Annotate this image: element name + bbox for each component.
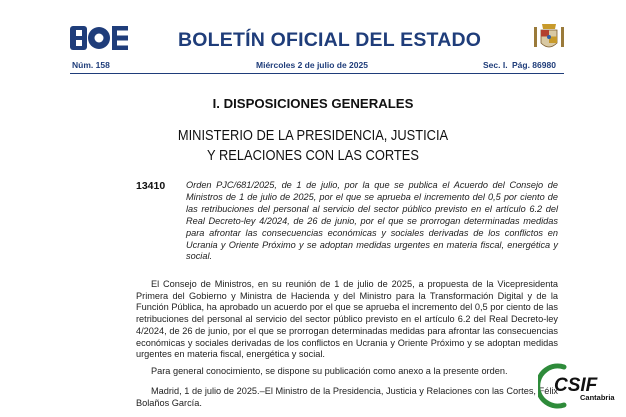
body-paragraph-3: Madrid, 1 de julio de 2025.–El Ministro de la Presidencia, Justicia y Relaciones con las Cortes, Félix Bolaños García.: [136, 386, 558, 408]
page-title: BOLETÍN OFICIAL DEL ESTADO: [178, 29, 482, 51]
section-label: Sec. I.: [483, 60, 508, 70]
boe-header: [0, 0, 626, 76]
svg-text:CSIF: CSIF: [554, 375, 598, 396]
ministry-title-line1: MINISTERIO DE LA PRESIDENCIA, JUSTICIA: [177, 128, 449, 144]
header-divider: [70, 73, 564, 74]
order-summary: Orden PJC/681/2025, de 1 de julio, por la que se publica el Acuerdo del Consejo de Ministros de 1 de julio de 2025, por el que se aprueba el incremento del 0,5 por ciento de las retribuciones del personal al servicio del sector público previsto en el artículo 6.2 del Real Decreto-ley 4/2024, de 26 de junio, por el que se prorrogan determinadas medidas para afrontar las consecuencias económicas y sociales derivadas de los conflictos en Ucrania y Oriente Próximo y se adoptan medidas urgentes en materia fiscal, energética y social.: [186, 180, 558, 262]
body-paragraph-1: El Consejo de Ministros, en su reunión de 1 de julio de 2025, a propuesta de la Vicepresidenta Primera del Gobierno y Ministra de Hacienda y del Ministro para la Transformación Digital y de la Función Pública, ha aprobado un acuerdo por el que se aprueba el incremento del 0,5 por ciento de las retribuciones del personal al servicio del sector público previsto en el artículo 6.2 del Real Decreto-ley 4/2024, de 26 de junio, por el que se prorrogan determinadas medidas para afrontar las consecuencias económicas y sociales derivadas de los conflictos en Ucrania y Oriente Próximo y se adoptan medidas urgentes en materia fiscal, energética y social.: [136, 279, 558, 360]
issue-date: Miércoles 2 de julio de 2025: [256, 60, 368, 70]
issue-number: Núm. 158: [72, 60, 110, 70]
page-number: Pág. 86980: [512, 60, 556, 70]
boe-logo: [70, 26, 128, 50]
csif-logo: [538, 361, 608, 411]
csif-subtitle: Cantabria: [580, 393, 615, 402]
section-heading: I. DISPOSICIONES GENERALES: [212, 96, 414, 111]
coat-of-arms-icon: [532, 21, 566, 55]
article-number: 13410: [136, 180, 166, 192]
ministry-title-line2: Y RELACIONES CON LAS CORTES: [207, 148, 419, 164]
body-paragraph-2: Para general conocimiento, se dispone su publicación como anexo a la presente orden.: [151, 366, 508, 376]
